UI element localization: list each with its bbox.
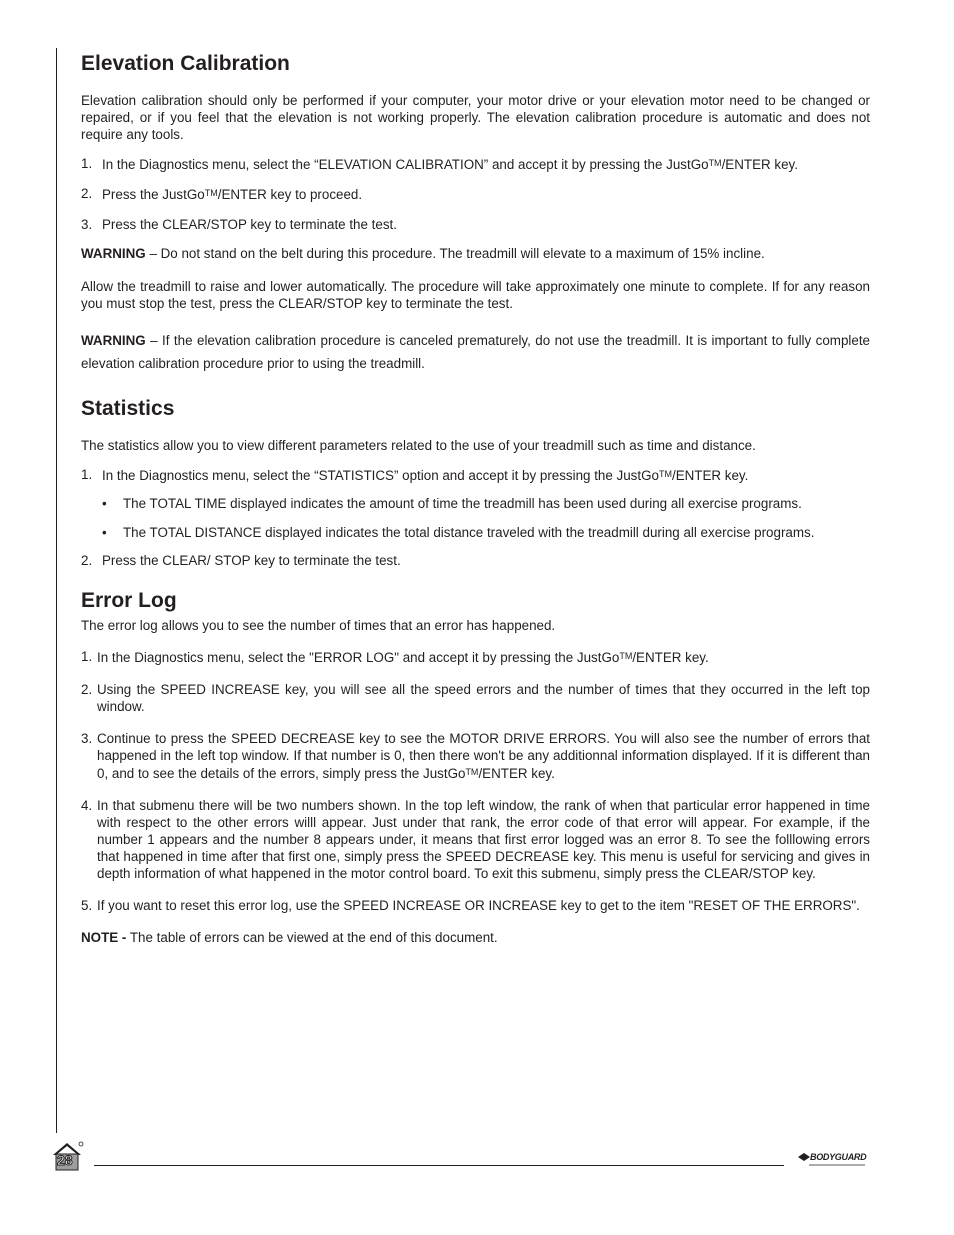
page-number: 28 [57, 1152, 73, 1168]
elevation-step-2: 2. Press the JustGo™/ENTER key to proceed. [81, 186, 363, 202]
page-content [81, 50, 870, 946]
elevation-step-1: 1. In the Diagnostics menu, select the “ELEVATION CALIBRATION” and accept it by pressing the JustGo™/ENTER key. [81, 156, 798, 172]
statistics-intro: The statistics allow you to view different parameters related to the use of your treadmill such as time and distance. [81, 438, 756, 453]
elevation-warning-1: WARNING – Do not stand on the belt during this procedure. The treadmill will elevate to a maximum of 15% incline. [81, 246, 765, 261]
error-log-note: NOTE - The table of errors can be viewed at the end of this document. [81, 930, 498, 945]
elevation-intro: Elevation calibration should only be performed if your computer, your motor drive or your elevation motor need to be changed or repaired, or if you feel that the elevation is not working properly. The elevation calibration procedure is automatic and does not require any tools. [81, 93, 870, 142]
error-log-step-2: 2. Using the SPEED INCREASE key, you will see all the speed errors and the number of times that they occurred in the left top window. [81, 682, 870, 714]
statistics-bullet-total-time: • The TOTAL TIME displayed indicates the amount of time the treadmill has been used during all exercise programs. [102, 496, 802, 511]
error-log-intro: The error log allows you to see the number of times that an error has happened. [81, 618, 556, 633]
section-title-elevation: Elevation Calibration [81, 52, 290, 75]
error-log-step-4: 4. In that submenu there will be two numbers shown. In the top left window, the rank of when that particular error happened in time with respect to the other errors willl appear. Just under that rank, the error code of that error will appear. For example, if the number 1 appears and the number 8 appears under, it means that first error logged was an error 8. To see the folllowing errors that happened in time after that first one, simply press the SPEED DECREASE key. This menu is useful for servicing and gives in depth information of what happened in the motor control board. To exit this submenu, simply press the CLEAR/STOP key. [81, 798, 870, 881]
section-title-error-log: Error Log [81, 589, 177, 612]
statistics-step-2: 2. Press the CLEAR/ STOP key to terminate the test. [81, 553, 401, 568]
section-title-statistics: Statistics [81, 397, 175, 420]
error-log-step-5: 5. If you want to reset this error log, use the SPEED INCREASE OR INCREASE key to get to the item "RESET OF THE ERRORS". [81, 898, 860, 913]
statistics-bullet-total-distance: • The TOTAL DISTANCE displayed indicates the total distance traveled with the treadmill during all exercise programs. [102, 525, 815, 540]
elevation-step-3: 3. Press the CLEAR/STOP key to terminate the test. [81, 217, 397, 232]
footer-rule [94, 1165, 784, 1166]
elevation-allow: Allow the treadmill to raise and lower automatically. The procedure will take approximately one minute to complete. If for any reason you must stop the test, press the CLEAR/STOP key to terminate the test. [81, 279, 870, 311]
bodyguard-logo-text: BODYGUARD [810, 1152, 867, 1162]
elevation-warning-2: WARNING – If the elevation calibration procedure is canceled prematurely, do not use the treadmill. It is important to fully complete elevation calibration procedure prior to using the treadmill. [81, 333, 870, 371]
margin-line [56, 48, 57, 1133]
error-log-step-1: 1. In the Diagnostics menu, select the "ERROR LOG" and accept it by pressing the JustGo™/ENTER key. [81, 649, 709, 665]
error-log-step-3: 3. Continue to press the SPEED DECREASE key to see the MOTOR DRIVE ERRORS. You will also see the number of errors that happened in the left top window. If that number is 0, then there won't be any additionnal information displayed. If it is different than 0, and to see the details of the errors, simply press the JustGo™/ENTER key. [81, 731, 870, 781]
statistics-step-1: 1. In the Diagnostics menu, select the “STATISTICS” option and accept it by pressing the JustGo™/ENTER key. [81, 467, 749, 483]
